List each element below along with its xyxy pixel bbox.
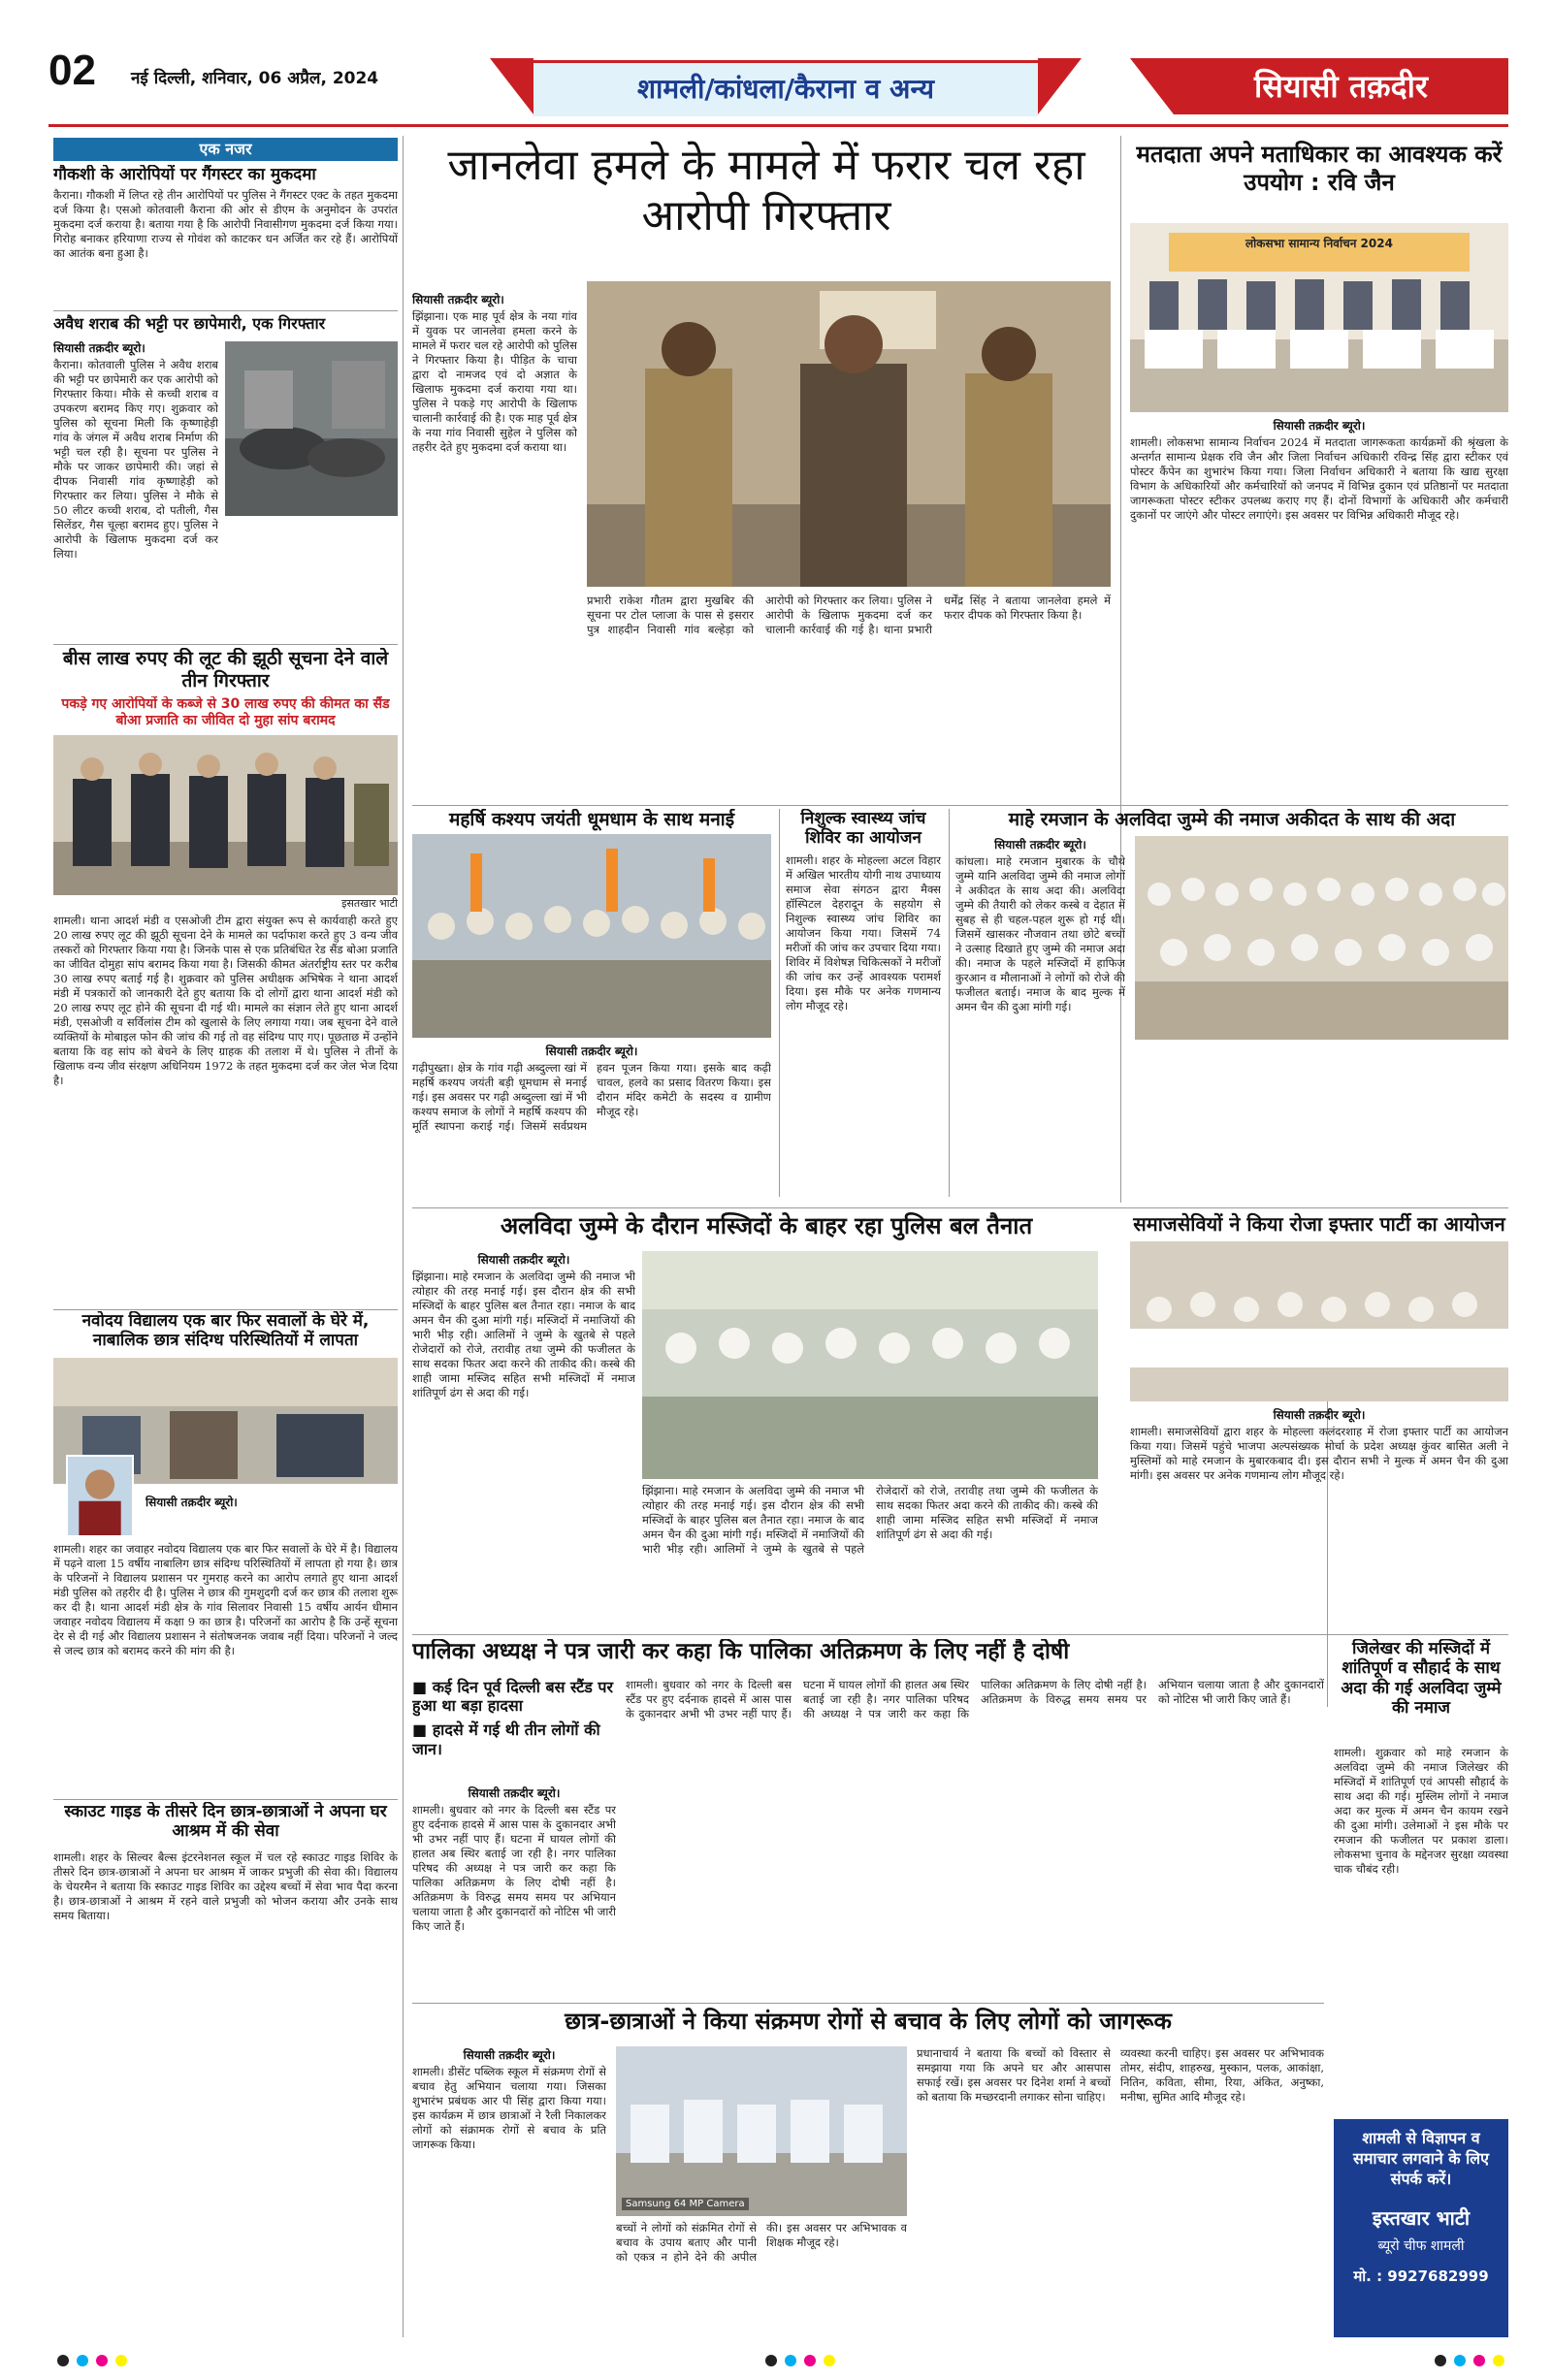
news-photo	[225, 341, 398, 516]
article	[412, 1043, 771, 1203]
advertisement-box	[1334, 2119, 1508, 2337]
rule	[53, 310, 398, 311]
ad-contact-title: ब्यूरो चीफ शामली	[1377, 2238, 1465, 2255]
news-photo	[642, 1251, 1098, 1479]
rule	[412, 1207, 1508, 1208]
headline: स्काउट गाइड के तीसरे दिन छात्र-छात्राओं ने अपना घर आश्रम में की सेवा	[64, 1802, 387, 1842]
rule	[412, 2003, 1324, 2004]
rule	[53, 1309, 398, 1310]
ek-nazar-tag: एक नजर	[53, 138, 398, 161]
issue-date: नई दिल्ली, शनिवार, 06 अप्रैल, 2024	[131, 69, 379, 88]
byline: सियासी तक़दीर ब्यूरो।	[146, 1496, 238, 1509]
article	[1130, 417, 1508, 708]
byline: सियासी तक़दीर ब्यूरो।	[477, 1253, 570, 1267]
masthead	[0, 0, 1552, 136]
highlights: ■ कई दिन पूर्व दिल्ली बस स्टैंड पर हुआ था बड़ा हादसा ■ हादसे में गई थी तीन लोगों की जान।	[412, 1678, 614, 1758]
article	[1130, 1406, 1508, 1629]
article-body: शामली। डीसेंट पब्लिक स्कूल में संक्रमण रोगों से बचाव हेतु अभियान चलाया गया। जिसका शुभारंभ प्रबंधक आर पी सिंह द्वारा किया गया। इस कार्यक्रम में छात्र छात्राओं ने रैली निकालकर लोगों को संक्रामक रोगों से बचाव के प्रति जागरूक किया।	[412, 2065, 606, 2151]
rule	[412, 805, 1508, 806]
section-title: शामली/कांधला/कैराना व अन्य	[534, 60, 1038, 116]
ad-headline: शामली से विज्ञापन व समाचार लगवाने के लिए संपर्क करें।	[1353, 2129, 1489, 2188]
article-body: कांधला। माहे रमजान मुबारक के चौथे जुम्मे यानि अलविदा जुम्मे की नमाज लोगों ने अकीदत के साथ अदा की। अलविदा जुम्मे की तैयारी को लेकर कस्बे व देहात में सुबह से ही चहल-पहल शुरू हो गई थी। जिसमें खासकर नौजवान तथा छोटे बच्चों ने उत्साह दिखाते हुए जुम्मे की नमाज अदा की। नमाज के पहले मस्जिदों में हाफिज कुरआन व मौलानाओं ने लोगों को रोजे की फजीलत बताई। नमाज के बाद मुल्क में अमन चैन की दुआ मांगी गई।	[955, 854, 1125, 1013]
rule	[412, 1634, 1508, 1635]
headline: गौकशी के आरोपियों पर गैंगस्टर का मुकदमा	[53, 165, 316, 184]
article-body: झिंझाना। माहे रमजान के अलविदा जुम्मे की नमाज भी त्योहार की तरह मनाई गई। इस दौरान क्षेत्र की सभी मस्जिदों के बाहर पुलिस बल तैनात रहा। नमाज के बाद अमन चैन की दुआ मांगी गई। मस्जिदों में नमाजियों की भारी भीड़ रही। आलिमों ने जुम्मे के खुतबे से पहले रोजेदारों को रोजे, तरावीह तथा जुम्मे की फजीलत के साथ सदका फितर अदा करने की ताकीद की। कस्बे की शाही जामा मस्जिद सहित सभी मस्जिदों में नमाज शांतिपूर्ण ढंग से अदा की गई।	[642, 1484, 1098, 1556]
byline-box	[146, 1494, 398, 1512]
article	[412, 1251, 635, 1629]
column-divider	[403, 1309, 404, 2337]
column-divider	[949, 809, 950, 1197]
article-body: शामली। शहर के मोहल्ला अटल विहार में अखिल भारतीय योगी नाथ उपाध्याय समाज सेवा संगठन द्वारा मैक्स हॉस्पिटल देहरादून के सहयोग से निशुल्क स्वास्थ्य जांच शिविर का आयोजन किया गया। जिसमें 74 मरीजों की जांच कर उपचार दिया गया। शिविर में विशेषज्ञ चिकित्सकों ने मरीजों की जांच कर उन्हें आवश्यक परामर्श दिया। इस मौके पर अनेक गणमान्य लोग मौजूद रहे।	[786, 853, 941, 1013]
article-body: प्रधानाचार्य ने बताया कि बच्चों को विस्तार से समझाया गया कि अपने घर और आसपास सफाई रखें। इस अवसर पर दिनेश शर्मा ने बच्चों को बताया कि मच्छरदानी लगाकर सोना चाहिए।	[917, 2046, 1111, 2104]
article-body: शामली। शुक्रवार को माहे रमजान के अलविदा जुम्मे की नमाज जिलेखर की मस्जिदों में शांतिपूर्ण एवं आपसी सौहार्द के साथ अदा की गई। मुस्लिम लोगों ने नमाज अदा कर मुल्क में अमन चैन कायम रखने की दुआ मांगी। उलेमाओं ने इस मौके पर रमजान की फजीलत पर प्रकाश डाला। लोकसभा चुनाव के मद्देनजर सुरक्षा व्यवस्था चाक चौबंद रही।	[1334, 1746, 1508, 1876]
banner-text: लोकसभा सामान्य निर्वाचन 2024	[1245, 237, 1393, 250]
news-photo	[53, 735, 398, 895]
article	[53, 339, 218, 640]
byline: सियासी तक़दीर ब्यूरो।	[463, 2048, 556, 2062]
article	[412, 1785, 616, 1998]
subheadline: पकड़े गए आरोपियों के कब्जे से 30 लाख रुपए की कीमत का सैंड बोआ प्रजाति का जीवित दो मुहा सांप बरामद	[61, 696, 390, 728]
article	[412, 291, 577, 800]
brand-name: सियासी तक़दीर	[1174, 58, 1508, 114]
rule	[53, 644, 398, 645]
byline: सियासी तक़दीर ब्यूरो।	[545, 1045, 638, 1058]
column-divider	[779, 809, 780, 1197]
article-body: प्रभारी राकेश गौतम द्वारा मुखबिर की सूचना पर टोल प्लाजा के पास से इसरार पुत्र शाहदीन निवासी गांव बल्हेड़ा को आरोपी को गिरफ्तार कर लिया। पुलिस ने आरोपी के खिलाफ मुकदमा दर्ज कर चालानी कार्रवाई की गई है। थाना प्रभारी धर्मेंद्र सिंह ने बताया जानलेवा हमले में फरार दीपक को गिरफ्तार किया है।	[587, 594, 1111, 636]
article-body: शामली। थाना आदर्श मंडी व एसओजी टीम द्वारा संयुक्त रूप से कार्यवाही करते हुए 20 लाख रुपए लूट की झूठी सूचना देने के मामले का पर्दाफाश करते हुए 3 वन्य जीव तस्करों को गिरफ्तार किया गया है। जिनके पास से एक प्रतिबंधित रेड सैंड बोआ प्रजाति का जीवित दोमुहा सांप बरामद किया गया है। जिसकी कीमत अंतर्राष्ट्रीय स्तर पर करीब 30 लाख रुपए बताई गई है। शुक्रवार को पुलिस अधीक्षक अभिषेक ने थाना आदर्श मंडी में पत्रकारों को जानकारी देते हुए बताया कि दो लोगों द्वारा थाना आदर्श मंडी को 20 लाख रुपए लूट होने की सूचना दी गई थी। मामले का संज्ञान लेते हुए थाना आदर्श मंडी, एसओजी व सर्विलांस टीम को खुलासे के लिए लगाया गया। जब सूचना देने वाले व्यक्तियों के मोबाइल फोन की जांच की गई तो वह संदिग्ध पाए गए। पूछताछ में उन्होंने बताया कि वह सांप को बेचने के लिए ग्राहक की तलाश में थे। पुलिस ने तीनों के खिलाफ वन्य जीव संरक्षण अधिनियम 1972 के तहत मुकदमा दर्ज कर जेल भेज दिया है।	[53, 914, 398, 1087]
byline: सियासी तक़दीर ब्यूरो।	[412, 293, 504, 306]
article-body: कैराना। कोतवाली पुलिस ने अवैध शराब की भट्टी पर छापेमारी कर एक आरोपी को गिरफ्तार किया। मौके से कच्ची शराब व उपकरण बरामद किए गए। शुक्रवार को पुलिस को सूचना मिली कि कृष्णाहेड़ी गांव के जंगल में अवैध शराब निर्माण की भट्टी चल रही है। सूचना पर पुलिस ने मौके पर जाकर छापेमारी की। जहां से दीपक निवासी गांव कृष्णाहेड़ी को गिरफ्तार कर लिया। पुलिस ने मौके से 50 लीटर कच्ची शराब, दो पतीली, गैस सिलेंडर, गैस चूल्हा बरामद हुए। पुलिस ने आरोपी के खिलाफ मुकदमा दर्ज कर लिया।	[53, 358, 218, 561]
header-rule	[48, 124, 1508, 127]
camera-watermark: Samsung 64 MP Camera	[622, 2198, 749, 2210]
column-divider	[403, 136, 404, 1309]
byline: सियासी तक़दीर ब्यूरो।	[994, 838, 1086, 852]
headline: बीस लाख रुपए की लूट की झूठी सूचना देने वाले तीन गिरफ्तार	[62, 648, 389, 691]
main-headline: जानलेवा हमले के मामले में फरार चल रहा आरोपी गिरफ्तार	[447, 141, 1085, 241]
section-wedge-left	[490, 58, 534, 114]
headline: अवैध शराब की भट्टी पर छापेमारी, एक गिरफ्तार	[53, 314, 326, 333]
student-portrait	[66, 1455, 134, 1537]
headline: महर्षि कश्यप जयंती धूमधाम के साथ मनाई	[448, 809, 735, 830]
article-body: शामली। बुधवार को नगर के दिल्ली बस स्टैंड पर हुए दर्दनाक हादसे में आस पास के दुकानदार अभी भी उभर नहीं पाए हैं। घटना में घायल लोगों की हालत अब स्थिर बताई जा रही है। नगर पालिका परिषद की अध्यक्ष ने पत्र जारी कर कहा कि पालिका अतिक्रमण के लिए दोषी नहीं है। अतिक्रमण के विरुद्ध समय समय पर अभियान चलाया जाता है और दुकानदारों को नोटिस भी जारी किए जाते हैं।	[412, 1803, 616, 1933]
byline: सियासी तक़दीर ब्यूरो।	[468, 1786, 561, 1800]
article-body: गढ़ीपुख्ता। क्षेत्र के गांव गढ़ी अब्दुल्ला खां में महर्षि कश्यप जयंती बड़ी धूमधाम से मनाई गई। इस अवसर पर गढ़ी अब्दुल्ला खां में भी कश्यप समाज के लोगों ने महर्षि कश्यप की मूर्ति स्थापना कराई गई। जिसमें सर्वप्रथम हवन पूजन किया गया। इसके बाद कढ़ी चावल, हलवे का प्रसाद वितरण किया। इस दौरान मंदिर कमेटी के सदस्य व ग्रामीण मौजूद रहे।	[412, 1061, 771, 1133]
byline: सियासी तक़दीर ब्यूरो।	[53, 341, 146, 355]
highlight-text: कई दिन पूर्व दिल्ली बस स्टैंड पर हुआ था बड़ा हादसा	[412, 1678, 614, 1716]
article-body: झिंझाना। माहे रमजान के अलविदा जुम्मे की नमाज भी त्योहार की तरह मनाई गई। इस दौरान क्षेत्र की सभी मस्जिदों के बाहर पुलिस बल तैनात रहा। नमाज के बाद अमन चैन की दुआ मांगी गई। मस्जिदों में नमाजियों की भारी भीड़ रही। आलिमों ने जुम्मे के खुतबे से पहले रोजेदारों को रोजे, तरावीह तथा जुम्मे की फजीलत के साथ सदका फितर अदा करने की ताकीद की। कस्बे की शाही जामा मस्जिद सहित सभी मस्जिदों में नमाज शांतिपूर्ण ढंग से अदा की गई।	[412, 1270, 635, 1399]
news-photo	[1130, 1241, 1508, 1401]
article-body: कैराना। गौकशी में लिप्त रहे तीन आरोपियों पर पुलिस ने गैंगस्टर एक्ट के तहत मुकदमा दर्ज किया है। एसओ कोतवाली कैराना की ओर से डीएम के अनुमोदन के उपरांत मुकदमा दर्ज कराया है। बताया गया है कि आरोपी निवासीगण मुकदमा दर्ज किया गया। गिरोह बनाकर हरियाणा राज्य से गोवंश को काटकर धन अर्जित कर रहे हैं। आरोपियों का आतंक बना हुआ है।	[53, 188, 398, 260]
headline: अलविदा जुम्मे के दौरान मस्जिदों के बाहर रहा पुलिस बल तैनात	[500, 1212, 1033, 1239]
news-photo	[1135, 836, 1508, 1040]
article-body: शामली। समाजसेवियों द्वारा शहर के मोहल्ला कलंदरशाह में रोजा इफ्तार पार्टी का आयोजन किया गया। जिसमें पहुंचे भाजपा अल्पसंख्यक मोर्चा के प्रदेश अध्यक्ष कुंवर बासित अली ने मुस्लिमों को माहे रमजान के मुबारकबाद दी। इस दौरान सभी ने मुल्क में अमन चैन की दुआ मांगी। इस अवसर पर अनेक गणमान्य लोग मौजूद रहे।	[1130, 1425, 1508, 1482]
headline: माहे रमजान के अलविदा जुम्मे की नमाज अकीदत के साथ की अदा	[1008, 809, 1456, 830]
news-photo	[587, 281, 1111, 587]
news-photo	[412, 834, 771, 1038]
headline: समाजसेवियों ने किया रोजा इफ्तार पार्टी का आयोजन	[1133, 1212, 1505, 1236]
rule	[53, 1799, 398, 1800]
section-wedge-right	[1038, 58, 1082, 114]
article-body: झिंझाना। एक माह पूर्व क्षेत्र के नया गांव में युवक पर जानलेवा हमला करने के मामले में फरार चल रहे आरोपी को पुलिस ने गिरफ्तार किया है। पीड़ित के चाचा द्वारा दो नामजद एवं दो अज्ञात के खिलाफ मुकदमा दर्ज कराया गया था। पुलिस ने पकड़े गए आरोपी के खिलाफ चालानी कार्रवाई की है। एक माह पूर्व क्षेत्र के नया गांव निवासी सुहेल ने पुलिस को तहरीर देते हुए मुकदमा दर्ज कराया था।	[412, 309, 577, 454]
byline: सियासी तक़दीर ब्यूरो।	[1273, 1408, 1366, 1422]
highlight-text: हादसे में गई थी तीन लोगों की जान।	[412, 1721, 600, 1758]
headline: निशुल्क स्वास्थ्य जांच शिविर का आयोजन	[800, 809, 926, 849]
ad-phone: मो. : 9927682999	[1353, 2267, 1489, 2286]
print-registration-marks	[53, 2352, 1508, 2369]
article-body: बच्चों ने लोगों को संक्रमित रोगों से बचाव के उपाय बताए और पानी को एकत्र न होने देने की अपील की। इस अवसर पर अभिभावक व शिक्षक मौजूद रहे।	[616, 2221, 907, 2264]
headline: छात्र-छात्राओं ने किया संक्रमण रोगों से बचाव के लिए लोगों को जागरूक	[565, 2008, 1172, 2035]
article-body: शामली। लोकसभा सामान्य निर्वाचन 2024 में मतदाता जागरूकता कार्यक्रमों की श्रृंखला के अन्तर्गत सामान्य प्रेक्षक रवि जैन और जिला निर्वाचन अधिकारी रविन्द्र सिंह द्वारा स्टीकर एवं पोस्टर कैंपेन का शुभारंभ किया गया। जिला निर्वाचन अधिकारी ने बताया कि खाद्य सुरक्षा विभाग के अधिकारियों और कर्मचारियों को जनपद में विभिन्न दुकान एवं प्रतिष्ठानों पर मतदाता जागरूकता पोस्टर स्टीकर उपलब्ध कराए गए हैं। दोनों विभागों के अधिकारी और कर्मचारी दुकानों पर जाएंगे और पोस्टर लगाएंगे। इस अवसर पर विभिन्न अधिकारी मौजूद रहे।	[1130, 435, 1508, 522]
article	[955, 836, 1125, 1203]
news-photo	[1130, 223, 1508, 412]
brand-wedge	[1130, 58, 1174, 114]
article-body: शामली। बुधवार को नगर के दिल्ली बस स्टैंड पर हुए दर्दनाक हादसे में आस पास के दुकानदार अभी भी उभर नहीं पाए हैं। घटना में घायल लोगों की हालत अब स्थिर बताई जा रही है। नगर पालिका परिषद की अध्यक्ष ने पत्र जारी कर कहा कि पालिका अतिक्रमण के लिए दोषी नहीं है। अतिक्रमण के विरुद्ध समय समय पर अभियान चलाया जाता है और दुकानदारों को नोटिस भी जारी किए जाते हैं।	[626, 1678, 1324, 1721]
article-body: व्यवस्था करनी चाहिए। इस अवसर पर अभिभावक तोमर, संदीप, शाहरुख, मुस्कान, पलक, आकांक्षा, नितिन, कविता, सीमा, रिया, अंकित, अनुष्का, मनीषा, सुमित आदि मौजूद रहे।	[1120, 2046, 1324, 2104]
news-photo	[616, 2046, 907, 2216]
headline: मतदाता अपने मताधिकार का आवश्यक करें उपयोग : रवि जैन	[1136, 141, 1503, 196]
headline: नवोदय विद्यालय एक बार फिर सवालों के घेरे में, नाबालिक छात्र संदिग्ध परिस्थितियों में लापता	[81, 1311, 370, 1351]
photo-caption: इसतखार भाटी	[341, 897, 398, 910]
headline: जिलेखर की मस्जिदों में शांतिपूर्ण व सौहार्द के साथ अदा की गई अलविदा जुम्मे की नमाज	[1341, 1639, 1502, 1719]
page-number: 02	[48, 47, 96, 94]
article-body: शामली। शहर का जवाहर नवोदय विद्यालय एक बार फिर सवालों के घेरे में है। विद्यालय में पढ़ने वाला 15 वर्षीय नाबालिग छात्र संदिग्ध परिस्थितियों में लापता हो गया है। छात्र के परिजनों ने विद्यालय प्रशासन पर गुमराह करने का आरोप लगाते हुए थाना आदर्श मंडी पुलिस को तहरीर दी है। पुलिस ने छात्र की गुमशुदगी दर्ज कर छात्र की तलाश शुरू कर दी है। थाना आदर्श मंडी क्षेत्र के गांव सिलावर निवासी 15 वर्षीय आर्यन धीमान जवाहर नवोदय विद्यालय में कक्षा 9 का छात्र है। परिजनों का आरोप है कि उन्हें सूचना देर से दी गई और विद्यालय प्रशासन ने संतोषजनक जवाब नहीं दिया। परिजनों ने जल्द से जल्द छात्र को बरामद करने की मांग की है।	[53, 1542, 398, 1657]
ad-contact-name: इस्तखार भाटी	[1372, 2206, 1471, 2231]
article-body: शामली। शहर के सिल्वर बैल्स इंटरनेशनल स्कूल में चल रहे स्काउट गाइड शिविर के तीसरे दिन छात्र-छात्राओं ने अपना घर आश्रम में जाकर प्रभुजी की सेवा की। विद्यालय के चेयरमैन ने बताया कि स्काउट गाइड शिविर का उद्देश्य बच्चों में सेवा भाव पैदा करना है। छात्र-छात्राओं ने आश्रम में रहने वाले प्रभुजी को भोजन कराया और उनके साथ समय बिताया।	[53, 1850, 398, 1922]
article	[412, 2046, 606, 2337]
byline: सियासी तक़दीर ब्यूरो।	[1273, 419, 1366, 433]
headline: पालिका अध्यक्ष ने पत्र जारी कर कहा कि पालिका अतिक्रमण के लिए नहीं है दोषी	[412, 1639, 1070, 1664]
